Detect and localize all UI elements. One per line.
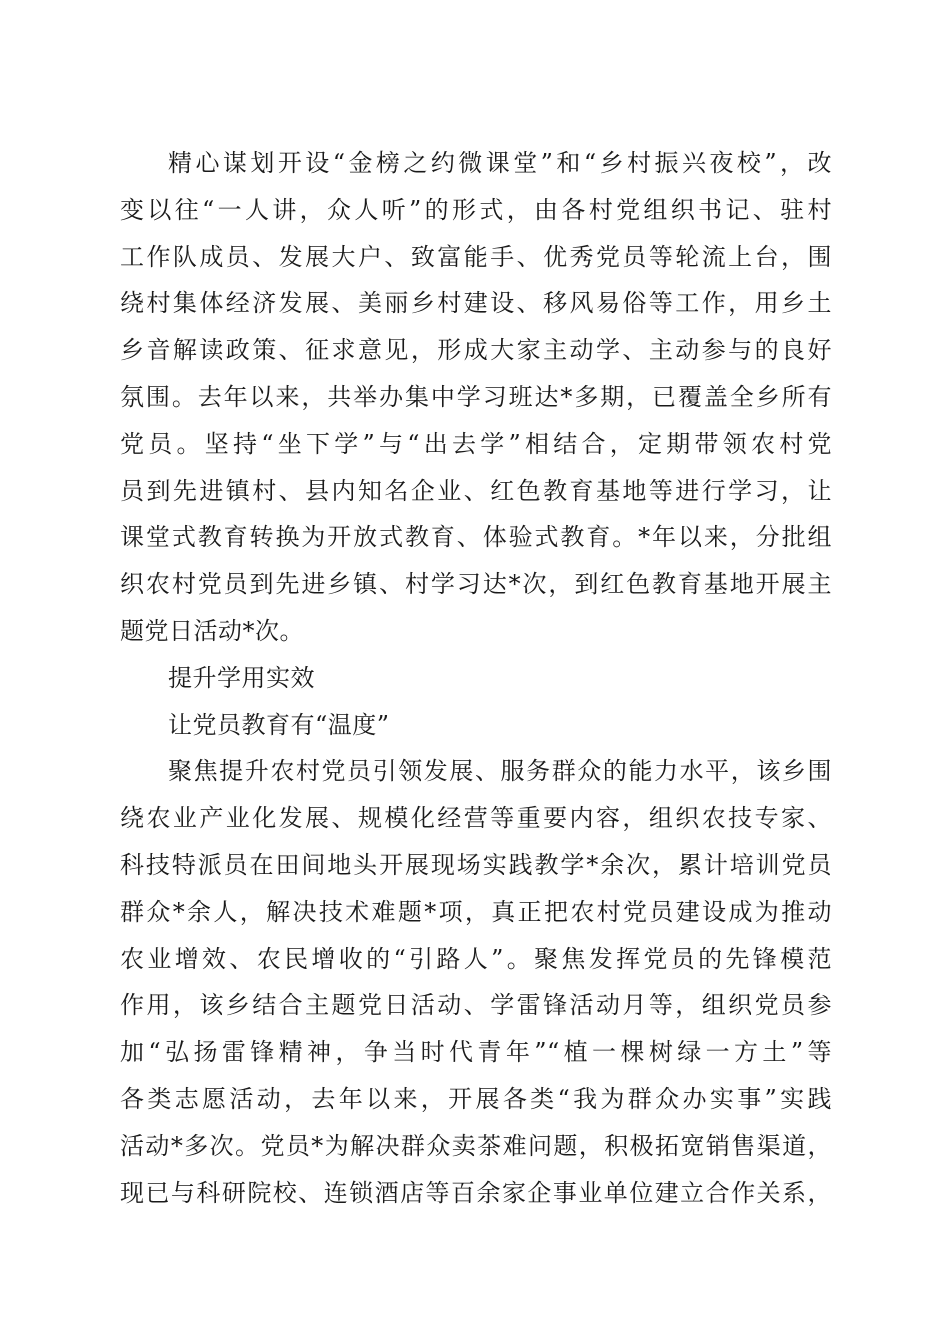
text-line: 各类志愿活动，去年以来，开展各类“我为群众办实事”实践: [120, 1084, 832, 1113]
text-line: 绕农业产业化发展、规模化经营等重要内容，组织农技专家、: [120, 804, 832, 833]
text-line: 作用，该乡结合主题党日活动、学雷锋活动月等，组织党员参: [120, 991, 832, 1020]
text-line: 群众*余人，解决技术难题*项，真正把农村党员建设成为推动: [120, 897, 832, 926]
text-line: 绕村集体经济发展、美丽乡村建设、移风易俗等工作，用乡土: [120, 289, 832, 318]
text-line: 织农村党员到先进乡镇、村学习达*次，到红色教育基地开展主: [120, 570, 832, 599]
text-line: 党员。坚持“坐下学”与“出去学”相结合，定期带领农村党: [120, 429, 832, 458]
text-line: 现已与科研院校、连锁酒店等百余家企事业单位建立合作关系，: [120, 1178, 832, 1207]
section-heading: [120, 655, 832, 702]
text-line: 课堂式教育转换为开放式教育、体验式教育。*年以来，分批组: [120, 523, 832, 552]
text-line: 氛围。去年以来，共举办集中学习班达*多期，已覆盖全乡所有: [120, 382, 832, 411]
text-line: 活动*多次。党员*为解决群众卖茶难问题，积极拓宽销售渠道，: [120, 1131, 832, 1160]
paragraph-2: [120, 748, 832, 1216]
text-line: 题党日活动*次。: [120, 616, 304, 645]
section-subheading: [120, 702, 832, 749]
text-line: 工作队成员、发展大户、致富能手、优秀党员等轮流上台，围: [120, 242, 832, 271]
text-line: 乡音解读政策、征求意见，形成大家主动学、主动参与的良好: [120, 336, 832, 365]
document-page: [120, 140, 832, 1216]
heading-line: 让党员教育有“温度”: [168, 710, 390, 739]
text-line: 精心谋划开设“金榜之约微课堂”和“乡村振兴夜校”，改: [168, 149, 832, 177]
paragraph-1: [120, 140, 832, 655]
text-line: 加“弘扬雷锋精神，争当时代青年”“植一棵树绿一方土”等: [120, 1038, 832, 1067]
heading-line: 提升学用实效: [168, 663, 315, 692]
text-line: 变以往“一人讲，众人听”的形式，由各村党组织书记、驻村: [120, 195, 832, 224]
text-line: 员到先进镇村、县内知名企业、红色教育基地等进行学习，让: [120, 476, 832, 505]
text-line: 农业增效、农民增收的“引路人”。聚焦发挥党员的先锋模范: [120, 944, 832, 973]
text-line: 聚焦提升农村党员引领发展、服务群众的能力水平，该乡围: [168, 757, 832, 786]
text-line: 科技特派员在田间地头开展现场实践教学*余次，累计培训党员: [120, 850, 832, 879]
